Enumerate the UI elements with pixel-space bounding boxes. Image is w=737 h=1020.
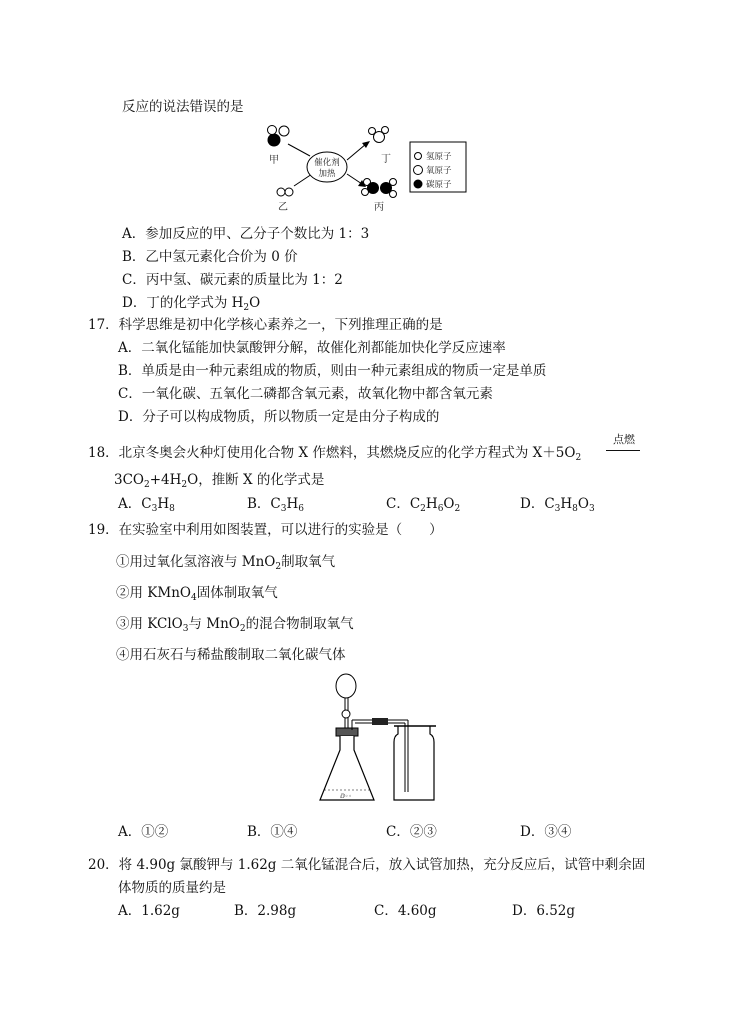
legend-oxygen-label: 氧原子 bbox=[426, 166, 452, 176]
heat-label: 加热 bbox=[318, 169, 336, 179]
q18-co2-sub: 2 bbox=[144, 480, 150, 490]
bing-hydrogen-atom-4 bbox=[390, 191, 397, 198]
q16-option-d-sub: 2 bbox=[243, 303, 250, 313]
q19-option-c[interactable]: C．②③ bbox=[386, 824, 437, 840]
q20-option-a[interactable]: A．1.62g bbox=[118, 903, 180, 919]
q18-c-text: C．C bbox=[386, 496, 421, 512]
ding-hydrogen-atom bbox=[369, 128, 376, 135]
q18-equation-line2 bbox=[114, 471, 324, 489]
funnel-stopcock-icon bbox=[342, 710, 350, 718]
legend-carbon-label: 碳原子 bbox=[426, 180, 452, 190]
apparatus-diagram bbox=[314, 672, 444, 806]
rubber-connector bbox=[372, 718, 388, 725]
q19-item-1 bbox=[116, 553, 335, 571]
q18-c-sub: 2 bbox=[420, 504, 426, 514]
q18-option-c[interactable] bbox=[386, 495, 460, 513]
arrow-ding-out bbox=[347, 144, 366, 160]
q18-stem-text: 18．北京冬奥会火种灯使用化合物 X 作燃料，其燃烧反应的化学方程式为 X＋5O bbox=[88, 445, 576, 461]
funnel-bulb bbox=[336, 674, 356, 698]
q18-c-sub-2: 6 bbox=[437, 504, 444, 514]
label-jia: 甲 bbox=[269, 155, 279, 166]
jia-carbon-atom bbox=[268, 134, 281, 147]
bing-hydrogen-atom-3 bbox=[390, 179, 397, 186]
q18-b-text-2: H bbox=[286, 496, 299, 512]
q18-stem-sub: 2 bbox=[575, 453, 582, 463]
q16-option-d-text-2: O bbox=[249, 295, 261, 311]
yi-hydrogen-atom bbox=[277, 188, 285, 196]
q17-option-b[interactable]: B．单质是由一种元素组成的物质，则由一种元素组成的物质一定是单质 bbox=[118, 363, 547, 379]
jia-oxygen-atom bbox=[279, 126, 289, 136]
q17-option-d[interactable]: D．分子可以构成物质，所以物质一定是由分子构成的 bbox=[118, 409, 440, 425]
q18-option-a[interactable] bbox=[118, 495, 175, 513]
arrow-yi-in bbox=[294, 174, 312, 186]
q18-option-b[interactable] bbox=[247, 495, 304, 513]
q19-item-1-tail: 制取氧气 bbox=[281, 554, 336, 570]
q19-item-3-mid: 与 MnO bbox=[188, 616, 240, 632]
q18-stem bbox=[88, 444, 581, 462]
q19-item-2-sub: 4 bbox=[190, 593, 197, 603]
ding-hydrogen-atom-2 bbox=[382, 127, 389, 134]
q18-a-text: A．C bbox=[118, 496, 152, 512]
q16-option-c[interactable]: C．丙中氢、碳元素的质量比为 1：2 bbox=[122, 272, 343, 288]
q18-b-text: B．C bbox=[247, 496, 281, 512]
q20-option-b[interactable]: B．2.98g bbox=[234, 903, 297, 919]
q18-option-d[interactable] bbox=[520, 495, 595, 513]
q19-option-d[interactable]: D．③④ bbox=[520, 824, 572, 840]
reaction-diagram bbox=[262, 122, 472, 212]
flask-stopper bbox=[336, 728, 358, 736]
q20-stem: 20．将 4.90g 氯酸钾与 1.62g 二氧化锰混合后，放入试管加热，充分反应后，试管中剩余固 bbox=[88, 857, 646, 873]
legend-oxygen-icon bbox=[414, 166, 423, 175]
q16-option-b[interactable]: B．乙中氢元素化合价为 0 价 bbox=[122, 249, 298, 265]
q18-h2o-sub: 2 bbox=[181, 480, 188, 490]
gas-bottle bbox=[394, 726, 434, 800]
q20-option-d[interactable]: D．6.52g bbox=[512, 903, 576, 919]
q19-item-1-sub: 2 bbox=[275, 562, 282, 572]
q16-stem: 反应的说法错误的是 bbox=[122, 99, 244, 115]
q17-stem: 17．科学思维是初中化学核心素养之一，下列推理正确的是 bbox=[88, 317, 443, 333]
q18-d-text-3: O bbox=[577, 496, 589, 512]
q18-tail: O，推断 X 的化学式是 bbox=[187, 472, 325, 488]
q19-option-a[interactable]: A．①② bbox=[118, 824, 169, 840]
catalyst-label: 催化剂 bbox=[314, 158, 340, 168]
q16-option-a[interactable]: A．参加反应的甲、乙分子个数比为 1：3 bbox=[122, 226, 370, 242]
label-ding: 丁 bbox=[381, 154, 391, 165]
q19-item-3 bbox=[116, 615, 354, 633]
q18-a-sub-2: 8 bbox=[169, 504, 175, 514]
q18-a-sub: 3 bbox=[151, 504, 158, 514]
label-bing: 丙 bbox=[374, 202, 384, 212]
yi-hydrogen-atom-2 bbox=[285, 188, 293, 196]
q19-stem: 19．在实验室中利用如图装置，可以进行的实验是（ ） bbox=[88, 522, 443, 538]
q19-item-2-tail: 固体制取氧气 bbox=[196, 585, 278, 601]
q18-d-text: D．C bbox=[520, 496, 555, 512]
q18-d-text-2: H bbox=[560, 496, 573, 512]
q18-b-sub-2: 6 bbox=[298, 504, 304, 514]
q19-item-2-text: ②用 KMnO bbox=[116, 585, 191, 601]
q19-item-2 bbox=[116, 584, 278, 602]
q18-d-sub-2: 8 bbox=[572, 504, 578, 514]
q20-stem-line2: 体物质的质量约是 bbox=[118, 880, 226, 896]
q18-co2: 3CO bbox=[114, 472, 144, 488]
q18-condition: 点燃 bbox=[613, 433, 635, 446]
q18-c-text-2: H bbox=[425, 496, 438, 512]
label-yi: 乙 bbox=[278, 202, 288, 212]
jia-oxygen-atom-2 bbox=[268, 126, 277, 135]
q17-option-c[interactable]: C．一氧化碳、五氧化二磷都含氧元素，故氧化物中都含氧元素 bbox=[118, 386, 493, 402]
conical-flask bbox=[320, 736, 374, 800]
q19-item-3-sub-2: 2 bbox=[239, 624, 246, 634]
q19-item-3-sub: 3 bbox=[182, 624, 189, 634]
flask-solid-mark: ⅅ◦◦ bbox=[340, 793, 352, 800]
arrow-bing-out bbox=[347, 174, 362, 184]
q18-c-text-3: O bbox=[443, 496, 455, 512]
q18-h2o: +4H bbox=[149, 472, 182, 488]
bing-carbon-atom bbox=[367, 182, 379, 194]
q18-d-sub-3: 3 bbox=[588, 504, 595, 514]
q18-c-sub-3: 2 bbox=[454, 504, 461, 514]
q16-option-d[interactable] bbox=[122, 294, 260, 312]
legend-hydrogen-label: 氢原子 bbox=[426, 152, 452, 162]
q19-item-1-text: ①用过氧化氢溶液与 MnO bbox=[116, 554, 276, 570]
q20-option-c[interactable]: C．4.60g bbox=[374, 903, 437, 919]
q18-a-text-2: H bbox=[157, 496, 170, 512]
q19-item-3-text: ③用 KClO bbox=[116, 616, 183, 632]
q17-option-a[interactable]: A．二氧化锰能加快氯酸钾分解，故催化剂都能加快化学反应速率 bbox=[118, 340, 506, 356]
legend-hydrogen-icon bbox=[415, 153, 422, 160]
q19-item-4: ④用石灰石与稀盐酸制取二氧化碳气体 bbox=[116, 647, 346, 663]
arrow-jia-in bbox=[288, 144, 310, 156]
q19-item-3-tail: 的混合物制取氧气 bbox=[245, 616, 354, 632]
q16-option-d-text: D．丁的化学式为 H bbox=[122, 295, 244, 311]
legend-carbon-icon bbox=[414, 180, 423, 189]
q18-d-sub: 3 bbox=[554, 504, 561, 514]
q18-reaction-line bbox=[606, 450, 640, 451]
q18-b-sub: 3 bbox=[280, 504, 287, 514]
q19-option-b[interactable]: B．①④ bbox=[247, 824, 298, 840]
